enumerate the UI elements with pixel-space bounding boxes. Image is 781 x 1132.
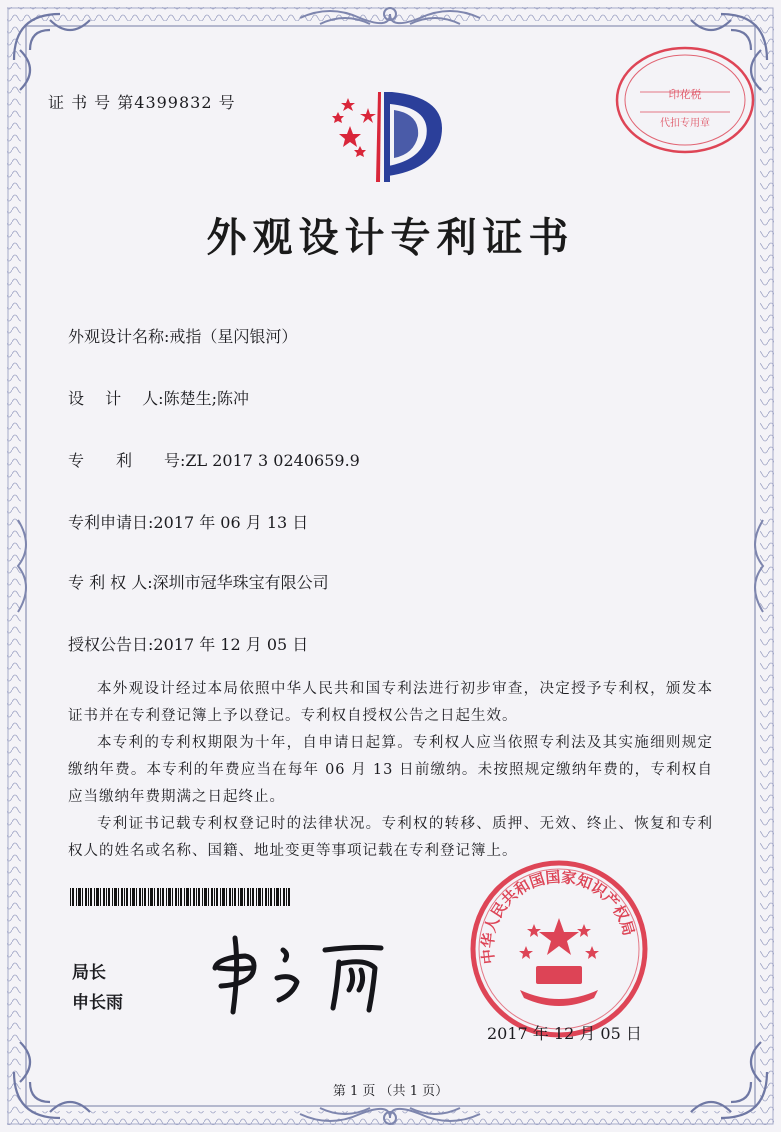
stamp-tax-seal [610,40,760,160]
field-value: 陈楚生;陈冲 [163,389,249,408]
field-value: 2017 年 06 月 13 日 [153,513,309,532]
svg-text:代扣专用章: 代扣专用章 [660,118,710,129]
body-paragraph: 本外观设计经过本局依照中华人民共和国专利法进行初步审查，决定授予专利权，颁发本证书并在专利登记簿上予以登记。专利权自授权公告之日起生效。 [68,681,713,724]
certificate-title: 外观设计专利证书 [206,214,575,261]
issue-date: 2017 年 12 月 05 日 [487,1024,642,1043]
field-application-date [68,510,308,533]
body-paragraph: 本专利的专利权期限为十年，自申请日起算。专利权人应当依照专利法及其实施细则规定缴纳年费。本专利的年费应当在每年 06 月 13 日前缴纳。未按照规定缴纳年费的，专利权自应当缴纳年费期满之日起终止。 [68,735,713,805]
field-label: 外观设计名称: [68,327,170,346]
field-label: 专 利 权 人: [68,573,153,592]
body-paragraph: 专利证书记载专利权登记时的法律状况。专利权的转移、质押、无效、终止、恢复和专利权人的姓名或名称、国籍、地址变更等事项记载在专利登记簿上。 [68,816,713,859]
field-label: 授权公告日: [68,635,154,654]
svg-text:中华人民共和国国家知识产权局: 中华人民共和国国家知识产权局 [478,867,638,965]
field-label: 专利申请日: [68,513,154,532]
field-designers [68,386,249,409]
page-indicator: 第 1 页 （共 1 页） [332,1084,449,1099]
field-label: 设 计 人: [68,389,164,408]
cnipa-logo [320,80,470,190]
field-patentee [68,570,329,593]
svg-text:印花税: 印花税 [668,88,702,101]
director-name: 申长雨 [72,993,123,1013]
field-value: 戒指（星闪银河） [169,327,298,346]
field-value: 深圳市冠华珠宝有限公司 [152,573,329,592]
director-signature [205,928,395,1018]
field-value: ZL 2017 3 0240659.9 [185,451,360,470]
field-value: 2017 年 12 月 05 日 [153,635,309,654]
field-label: 专 利 号: [68,451,186,470]
field-grant-date [68,632,308,655]
certificate-body [68,676,713,865]
barcode [70,888,292,906]
certificate-number: 证 书 号 第4399832 号 [48,93,236,112]
director-title: 局长 [72,963,106,983]
field-patent-number [68,448,360,471]
official-seal [468,858,650,1040]
field-design-name [68,324,297,347]
